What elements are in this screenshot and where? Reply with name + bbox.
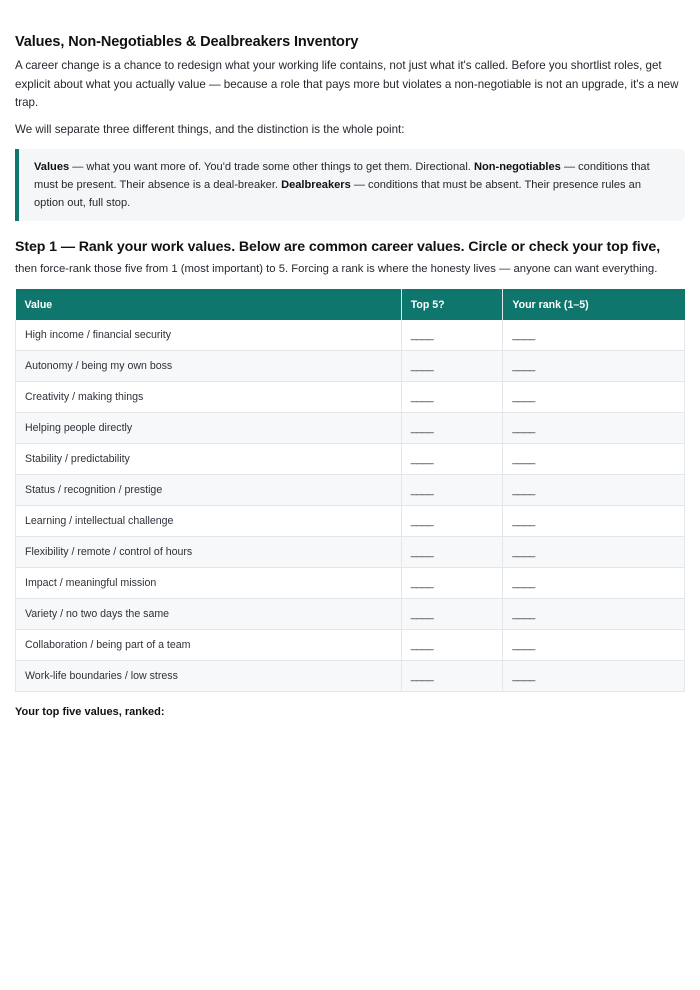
table-row — [16, 506, 685, 537]
header-value: Value — [16, 289, 402, 320]
step1-continuation: then force-rank those five from 1 (most important) to 5. Forcing a rank is where the honesty lives — anyone can want everything. — [15, 263, 658, 275]
separation-paragraph: We will separate three different things, and the distinction is the whole point: — [15, 122, 405, 136]
nonnegotiables-definition: — conditions that must be present. Their absence is a deal-breaker. — [34, 161, 650, 191]
step1-heading: Step 1 — Rank your work values. Below are common career values. Circle or check your top five, — [15, 239, 661, 255]
table-header-row — [16, 289, 685, 320]
values-table-body — [16, 320, 685, 692]
value-label: Impact / meaningful mission — [16, 568, 402, 599]
header-rank: Your rank (1–5) — [503, 289, 685, 320]
top5-blank[interactable]: ____ — [401, 320, 503, 351]
rank-blank[interactable]: ____ — [503, 444, 685, 475]
rank-blank[interactable]: ____ — [503, 630, 685, 661]
value-label: Variety / no two days the same — [16, 599, 402, 630]
top5-blank[interactable]: ____ — [401, 661, 503, 692]
value-label: Stability / predictability — [16, 444, 402, 475]
table-row — [16, 351, 685, 382]
value-label: Creativity / making things — [16, 382, 402, 413]
table-row — [16, 382, 685, 413]
table-row — [16, 599, 685, 630]
table-row — [16, 475, 685, 506]
value-label: Flexibility / remote / control of hours — [16, 537, 402, 568]
values-table — [15, 289, 685, 692]
top5-blank[interactable]: ____ — [401, 413, 503, 444]
table-row — [16, 568, 685, 599]
table-row — [16, 320, 685, 351]
page-title: Values, Non-Negotiables & Dealbreakers Inventory — [15, 34, 359, 50]
top5-blank[interactable]: ____ — [401, 475, 503, 506]
table-row — [16, 661, 685, 692]
rank-blank[interactable]: ____ — [503, 506, 685, 537]
top5-blank[interactable]: ____ — [401, 599, 503, 630]
rank-blank[interactable]: ____ — [503, 537, 685, 568]
rank-blank[interactable]: ____ — [503, 661, 685, 692]
dealbreakers-definition: — conditions that must be absent. Their presence rules an option out, full stop. — [34, 179, 642, 209]
summary-label: Your top five values, ranked: — [15, 706, 165, 718]
value-label: Collaboration / being part of a team — [16, 630, 402, 661]
top5-blank[interactable]: ____ — [401, 382, 503, 413]
value-label: High income / financial security — [16, 320, 402, 351]
rank-blank[interactable]: ____ — [503, 568, 685, 599]
value-label: Status / recognition / prestige — [16, 475, 402, 506]
header-top5: Top 5? — [401, 289, 503, 320]
rank-blank[interactable]: ____ — [503, 320, 685, 351]
dealbreakers-term: Dealbreakers — [281, 179, 351, 191]
top5-blank[interactable]: ____ — [401, 351, 503, 382]
values-definition: — what you want more of. You'd trade some other things to get them. Directional. — [69, 161, 474, 173]
value-label: Helping people directly — [16, 413, 402, 444]
values-term: Values — [34, 161, 70, 173]
top5-blank[interactable]: ____ — [401, 630, 503, 661]
table-row — [16, 630, 685, 661]
top5-blank[interactable]: ____ — [401, 568, 503, 599]
rank-blank[interactable]: ____ — [503, 599, 685, 630]
rank-blank[interactable]: ____ — [503, 382, 685, 413]
top5-blank[interactable]: ____ — [401, 506, 503, 537]
rank-blank[interactable]: ____ — [503, 413, 685, 444]
rank-blank[interactable]: ____ — [503, 351, 685, 382]
intro-paragraph: A career change is a chance to redesign what your working life contains, not just what it's called. Before you shortlist roles, get explicit about what you actually value — because a role that pays more but violates a non-negotiable is not an upgrade, it's a new trap. — [15, 59, 679, 109]
value-label: Learning / intellectual challenge — [16, 506, 402, 537]
rank-blank[interactable]: ____ — [503, 475, 685, 506]
table-row — [16, 413, 685, 444]
top5-blank[interactable]: ____ — [401, 444, 503, 475]
top5-blank[interactable]: ____ — [401, 537, 503, 568]
definitions-callout — [15, 149, 685, 221]
nonnegotiables-term: Non-negotiables — [473, 161, 561, 173]
table-row — [16, 537, 685, 568]
table-row — [16, 444, 685, 475]
value-label: Autonomy / being my own boss — [16, 351, 402, 382]
value-label: Work-life boundaries / low stress — [16, 661, 402, 692]
